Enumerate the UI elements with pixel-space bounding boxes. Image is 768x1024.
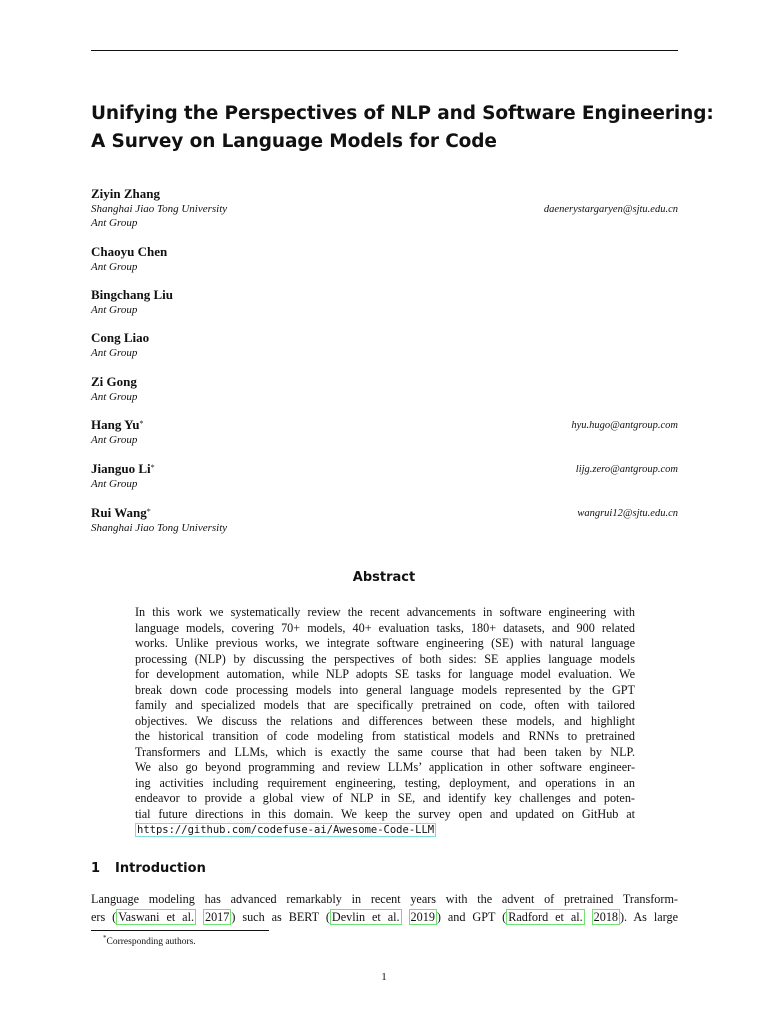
abstract-line: ing activities including requirement engineering, testing, deployment, and operations in an [135, 775, 635, 790]
abstract-line [135, 822, 635, 839]
citation-link[interactable]: Radford et al. [508, 910, 583, 924]
author-block [91, 374, 678, 404]
corresponding-mark: * [150, 463, 155, 472]
abstract-line: tial future directions in this domain. We keep the survey open and updated on GitHub at [135, 806, 635, 821]
github-link[interactable]: https://github.com/codefuse-ai/Awesome-Code-LLM [137, 824, 435, 836]
author-name: Bingchang Liu [91, 287, 174, 302]
author-block [91, 330, 678, 360]
abstract-line: Transformers and LLMs, which is exactly the same course that had been taken by NLP. [135, 744, 635, 759]
author-email[interactable]: daenerystargaryen@sjtu.edu.cn [543, 204, 678, 215]
corresponding-mark: * [139, 419, 144, 428]
author-email[interactable]: wangrui12@sjtu.edu.cn [577, 508, 678, 519]
footnote [103, 934, 196, 947]
author-email[interactable]: hyu.hugo@antgroup.com [571, 420, 678, 431]
author-email[interactable]: lijg.zero@antgroup.com [575, 464, 678, 475]
abstract-line: family and specialized models that are specifically pretrained on code, often with tailored [135, 698, 635, 712]
author-name: Ziyin Zhang [91, 186, 161, 201]
author-affiliation: Ant Group [91, 347, 138, 359]
author-affiliation: Shanghai Jiao Tong University [91, 522, 228, 534]
footnote-mark: * [103, 934, 107, 942]
abstract-line: We also go beyond programming and review LLMs’ application in other software engineer- [135, 760, 635, 774]
abstract-body [135, 605, 635, 839]
author-name: Chaoyu Chen [91, 244, 168, 259]
author-name: Cong Liao [91, 330, 150, 345]
citation-link[interactable]: Vaswani et al. [118, 910, 195, 924]
author-block [91, 244, 678, 274]
author-block [91, 461, 678, 491]
author-affiliation: Ant Group [91, 391, 138, 403]
abstract-line: for development automation, while NLP adopts SE tasks for language model evaluation. We [135, 667, 635, 681]
citation-link[interactable]: 2019 [410, 910, 435, 924]
author-block [91, 186, 678, 230]
footnote-text: Corresponding authors. [106, 937, 196, 948]
intro-line: ers ( Vaswani et al. 2017 ) such as BERT ( Devlin et al. 2019 ) and GPT ( Radford et al. 2018 ). As large [91, 910, 678, 924]
paper-title [91, 100, 714, 156]
author-name: Rui Wang* [91, 505, 151, 520]
abstract-line: endeavor to provide a global view of NLP in SE, and identify key challenges and poten- [135, 791, 635, 805]
author-block [91, 287, 678, 317]
abstract-line: the historical transition of code modeling from statistical models and RNNs to pretrained [135, 729, 635, 743]
abstract-line: In this work we systematically review the recent advancements in software engineering with [135, 605, 635, 619]
author-name: Hang Yu* [91, 417, 144, 432]
author-affiliation: Ant Group [91, 478, 138, 490]
footnote-rule [91, 930, 269, 931]
author-affiliation: Ant Group [91, 261, 138, 273]
citation-link[interactable]: Devlin et al. [331, 910, 400, 924]
section-title: Introduction [115, 861, 206, 876]
author-affiliation: Ant Group [91, 434, 138, 446]
citation-link[interactable]: 2018 [593, 910, 618, 924]
author-name: Jianguo Li* [91, 461, 155, 476]
abstract-line: break down code processing models into general language models represented by the GPT [135, 682, 635, 697]
section-number: 1 [91, 861, 101, 876]
intro-paragraph [91, 890, 678, 926]
title-line-1: Unifying the Perspectives of NLP and Software Engineering: [91, 103, 714, 124]
abstract-line: language models, covering 70+ models, 40+ evaluation tasks, 180+ datasets, and 900 related [135, 620, 635, 635]
abstract-line: processing (NLP) by discussing the perspectives of both sides: SE applies language models [135, 651, 635, 666]
author-affiliation: Ant Group [91, 304, 138, 316]
author-affiliation: Shanghai Jiao Tong University [91, 203, 228, 215]
author-name: Zi Gong [91, 374, 137, 389]
citation-link[interactable]: 2017 [204, 910, 230, 924]
intro-line: Language modeling has advanced remarkably in recent years with the advent of pretrained Transform- [91, 892, 678, 906]
author-affiliation: Ant Group [91, 217, 138, 229]
author-block [91, 505, 678, 535]
author-block [91, 417, 678, 447]
abstract-line: works. Unlike previous works, we integrate software engineering (SE) with natural language [135, 636, 635, 650]
top-rule [91, 50, 678, 51]
abstract-line: objectives. We discuss the relations and differences between these models, and highlight [135, 713, 635, 728]
abstract-heading: Abstract [352, 570, 416, 585]
page-number: 1 [381, 971, 387, 983]
title-line-2: A Survey on Language Models for Code [91, 131, 497, 152]
corresponding-mark: * [146, 507, 151, 516]
section-heading [91, 861, 206, 876]
